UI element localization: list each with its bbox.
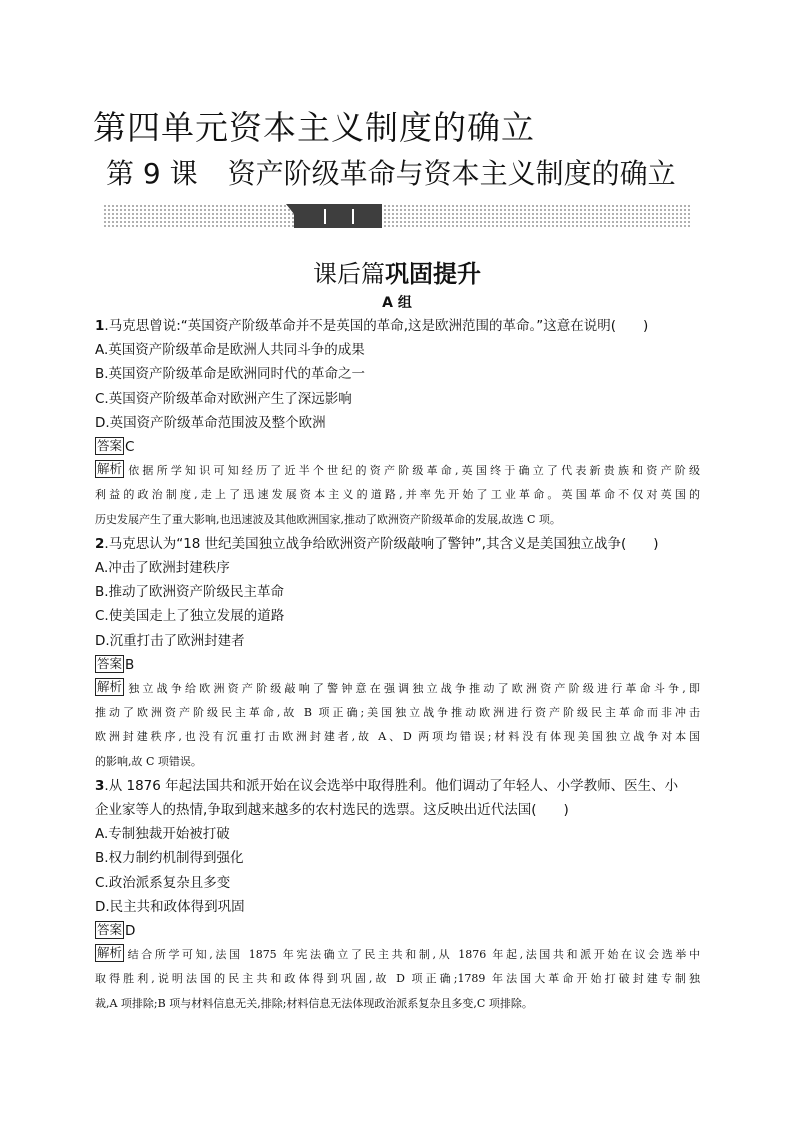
option-a: A.冲击了欧洲封建秩序 [95, 560, 230, 577]
option-d: D.民主共和政体得到巩固 [95, 898, 245, 915]
analysis-line: 欧洲封建秩序,也没有沉重打击欧洲封建者,故 A、D 两项均错误;材料没有体现美国独立战争对本国 [95, 730, 700, 744]
analysis-line: 利益的政治制度,走上了迅速发展资本主义的道路,并率先开始了工业革命。英国革命不仅对英国的 [95, 488, 700, 502]
question [95, 532, 700, 774]
lesson-number: 第 9 课 [106, 157, 198, 190]
question-stem: 2.马克思认为“18 世纪美国独立战争给欧洲资产阶级敲响了警钟”,其含义是美国独立战争( ) [95, 535, 659, 552]
banner-tab-divider [324, 209, 326, 224]
question-number: 3 [95, 777, 105, 794]
lesson-title [106, 152, 676, 192]
answer-tag: 答案 [97, 655, 123, 671]
analysis-line: 取得胜利,说明法国的民主共和政体得到巩固,故 D 项正确;1789 年法国大革命开始打破封建专制独 [95, 972, 700, 986]
analysis-line: 的影响,故 C 项错误。 [95, 754, 202, 768]
option-a: A.专制独裁开始被打破 [95, 826, 230, 843]
answer-tag: 答案 [97, 438, 123, 454]
question-list [95, 314, 700, 1016]
group-title: A 组 [382, 295, 412, 311]
answer-line [95, 653, 700, 677]
question-number: 1 [95, 318, 105, 334]
section-title [0, 254, 794, 289]
option-d: D.英国资产阶级革命范围波及整个欧洲 [95, 414, 326, 431]
answer-value: D [125, 923, 136, 940]
analysis-line: 解析 结合所学可知,法国 1875 年宪法确立了民主共和制,从 1876 年起,法国共和派开始在议会选举中 [97, 945, 700, 962]
analysis-line: 推动了欧洲资产阶级民主革命,故 B 项正确;美国独立战争推动欧洲进行资产阶级民主革命而非冲击 [95, 706, 700, 720]
answer-value: B [125, 656, 135, 673]
question-number: 2 [95, 535, 105, 552]
unit-title: 第四单元资本主义制度的确立 [93, 108, 535, 147]
option-b: B.权力制约机制得到强化 [95, 850, 244, 867]
question-stem-continued: 企业家等人的热情,争取到越来越多的农村选民的选票。这反映出近代法国( ) [95, 802, 569, 819]
answer-tag: 答案 [97, 922, 123, 938]
answer-line [95, 919, 700, 943]
question [95, 774, 700, 1016]
dotted-banner [103, 204, 690, 228]
question [95, 314, 700, 532]
analysis-tag: 解析 [97, 679, 123, 695]
option-d: D.沉重打击了欧洲封建者 [95, 632, 245, 649]
option-c: C.使美国走上了独立发展的道路 [95, 608, 285, 625]
analysis-tag: 解析 [97, 461, 123, 477]
analysis-line: 裁,A 项排除;B 项与材料信息无关,排除;材料信息无法体现政治派系复杂且多变,C 项排除。 [95, 996, 533, 1010]
section-title-plain: 课后篇 [313, 260, 385, 288]
option-c: C.英国资产阶级革命对欧洲产生了深远影响 [95, 390, 352, 407]
answer-value: C [125, 439, 135, 456]
section-title-bold: 巩固提升 [385, 260, 481, 288]
banner-tab-divider [352, 209, 354, 224]
analysis-line: 解析 依据所学知识可知经历了近半个世纪的资产阶级革命,英国终于确立了代表新贵族和资产阶级 [97, 461, 700, 478]
analysis-line: 解析 独立战争给欧洲资产阶级敲响了警钟意在强调独立战争推动了欧洲资产阶级进行革命斗争,即 [97, 679, 700, 696]
option-b: B.推动了欧洲资产阶级民主革命 [95, 584, 285, 601]
lesson-title-text: 资产阶级革命与资本主义制度的确立 [227, 157, 676, 190]
question-stem: 1.马克思曾说:“英国资产阶级革命并不是英国的革命,这是欧洲范围的革命。”这意在说明( ) [95, 318, 649, 334]
option-b: B.英国资产阶级革命是欧洲同时代的革命之一 [95, 366, 366, 383]
answer-line [95, 435, 700, 459]
analysis-tag: 解析 [97, 945, 123, 961]
option-a: A.英国资产阶级革命是欧洲人共同斗争的成果 [95, 342, 365, 359]
question-stem: 3.从 1876 年起法国共和派开始在议会选举中取得胜利。他们调动了年轻人、小学教师、医生、小 [95, 777, 679, 794]
analysis-line: 历史发展产生了重大影响,也迅速波及其他欧洲国家,推动了欧洲资产阶级革命的发展,故选 C 项。 [95, 512, 561, 526]
banner-tab [294, 204, 382, 228]
option-c: C.政治派系复杂且多变 [95, 874, 231, 891]
